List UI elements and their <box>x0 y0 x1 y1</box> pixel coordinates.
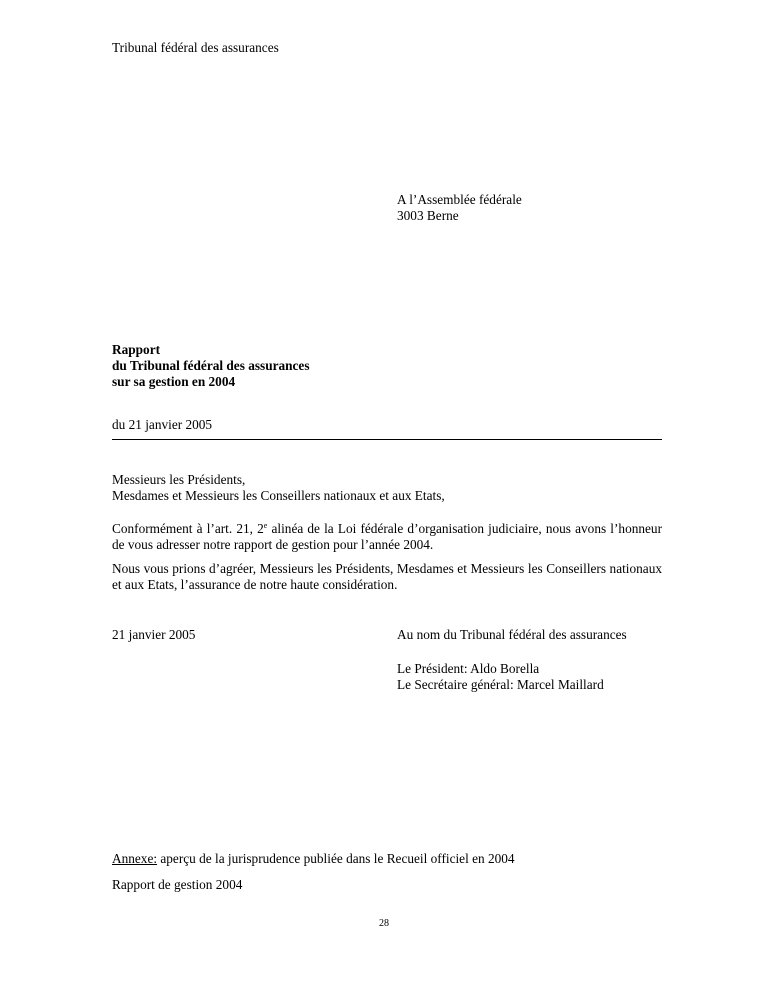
salutation-line-2: Mesdames et Messieurs les Conseillers nationaux et aux Etats, <box>112 488 445 503</box>
recipient-line-1: A l’Assemblée fédérale <box>397 192 522 207</box>
title-line-2: du Tribunal fédéral des assurances <box>112 358 310 373</box>
paragraph-2: Nous vous prions d’agréer, Messieurs les Présidents, Mesdames et Messieurs les Conseillers nationaux et aux Etats, l’assurance de notre haute considération. <box>112 561 662 592</box>
salutation-line-1: Messieurs les Présidents, <box>112 472 246 487</box>
annex-label: Annexe: <box>112 851 158 866</box>
signature-block <box>397 627 627 693</box>
annex-text: aperçu de la jurisprudence publiée dans le Recueil officiel en 2004 <box>157 851 515 866</box>
page-number: 28 <box>379 918 389 929</box>
recipient-line-2: 3003 Berne <box>397 208 459 223</box>
on-behalf-line: Au nom du Tribunal fédéral des assurances <box>397 627 627 642</box>
title-line-3: sur sa gestion en 2004 <box>112 374 236 389</box>
document-footer: Rapport de gestion 2004 <box>112 877 243 892</box>
paragraph-1-start: Conformément à l’art. 21, 2 <box>112 521 264 536</box>
president-line: Le Président: Aldo Borella <box>397 661 540 676</box>
document-header: Tribunal fédéral des assurances <box>112 40 279 55</box>
signature-date: 21 janvier 2005 <box>112 627 196 642</box>
report-title <box>112 342 310 390</box>
salutation <box>112 472 445 504</box>
annex-note <box>112 851 515 867</box>
superscript-e: e <box>263 521 268 530</box>
horizontal-rule <box>112 439 662 440</box>
recipient-address <box>397 192 522 224</box>
title-line-1: Rapport <box>112 342 161 357</box>
paragraph-1 <box>112 521 662 553</box>
secretary-line: Le Secrétaire général: Marcel Maillard <box>397 677 604 692</box>
report-date: du 21 janvier 2005 <box>112 417 213 432</box>
paragraph-1-rest: alinéa de la Loi fédérale d’organisation judiciaire, nous avons l’honneur de vous adresser notre rapport de gestion pour l’année 2004. <box>112 521 662 552</box>
